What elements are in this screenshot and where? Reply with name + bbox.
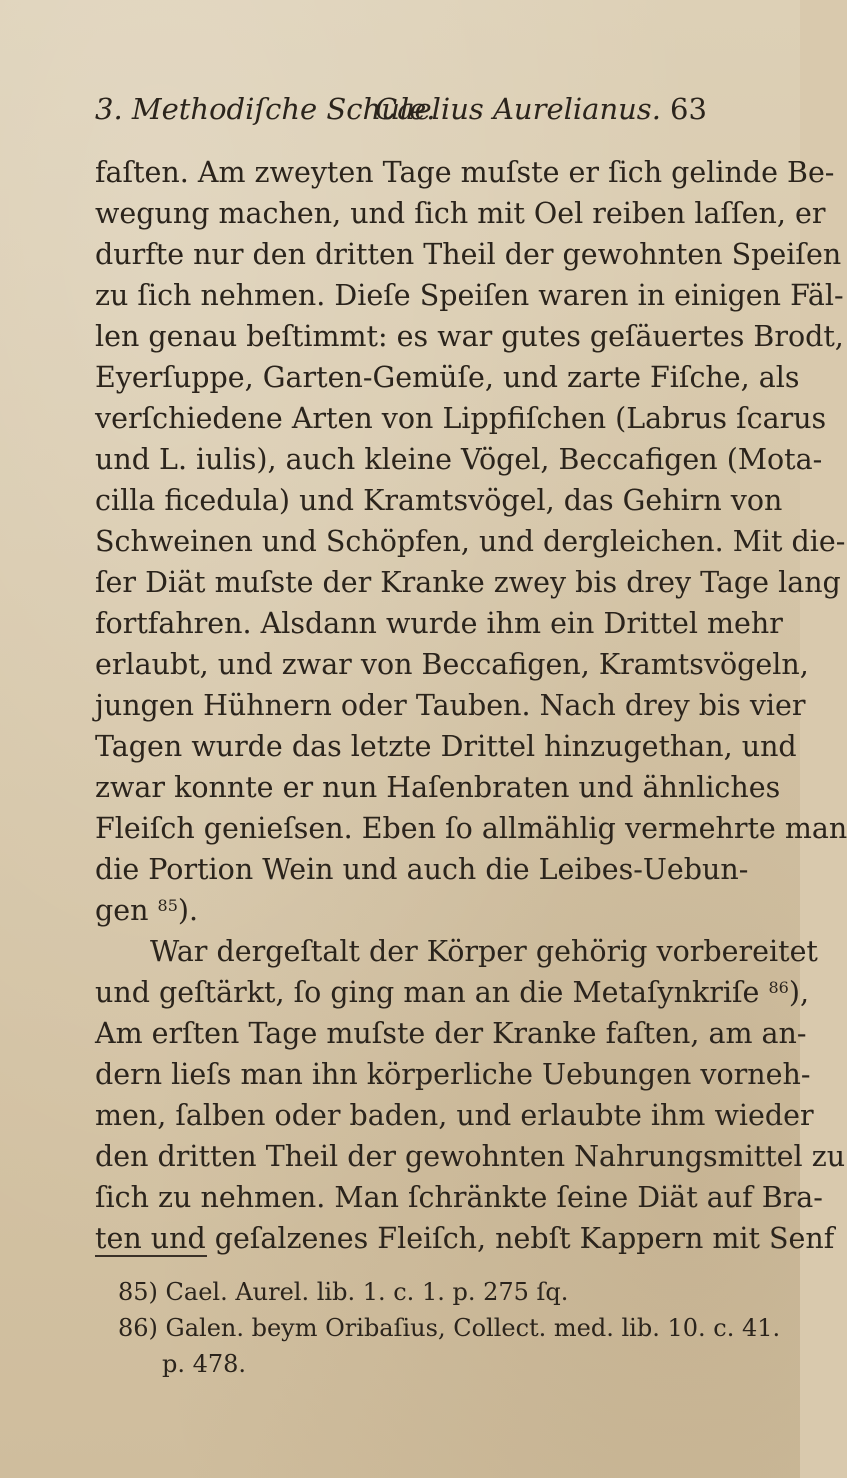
text-line: Eyerſuppe, Garten-Gemüſe, und zarte Fiſche, als (95, 361, 800, 394)
text-line: War dergeſtalt der Körper gehörig vorbereitet (150, 935, 818, 968)
footnote-ref-85: 85 (157, 896, 178, 915)
text-line: Am erſten Tage muſste der Kranke faſten, am an- (95, 1017, 807, 1050)
text-line: die Portion Wein und auch die Leibes-Uebun- (95, 853, 749, 886)
text-fragment: gen (95, 894, 149, 927)
text-line: men, ſalben oder baden, und erlaubte ihm wieder (95, 1099, 814, 1132)
running-header (95, 92, 710, 136)
text-line: Tagen wurde das letzte Drittel hinzugethan, und (95, 730, 797, 763)
text-line: den dritten Theil der gewohnten Nahrungsmittel zu (95, 1140, 846, 1173)
text-line: faſten. Am zweyten Tage muſste er ſich gelinde Be- (95, 156, 835, 189)
text-line (95, 972, 810, 1013)
page-number: 63 (670, 92, 707, 126)
text-fragment: ), (788, 976, 810, 1009)
footnote-85: 85) Cael. Aurel. lib. 1. c. 1. p. 275 ſq. (118, 1278, 569, 1306)
text-line: cilla ficedula) und Kramtsvögel, das Gehirn von (95, 484, 783, 517)
text-line: fortfahren. Alsdann wurde ihm ein Drittel mehr (95, 607, 783, 640)
text-line: dern lieſs man ihn körperliche Uebungen vorneh- (95, 1058, 811, 1091)
text-line (95, 890, 725, 931)
text-line: jungen Hühnern oder Tauben. Nach drey bis vier (95, 689, 806, 722)
header-author: Caelius Aurelianus. (375, 92, 661, 126)
footnote-86-continued: p. 478. (162, 1350, 247, 1378)
header-section-title: 3. Methodiſche Schule. (95, 92, 436, 126)
footnote-86: 86) Galen. beym Oribaſius, Collect. med. lib. 10. c. 41. (118, 1314, 781, 1342)
text-line: ſich zu nehmen. Man ſchränkte ſeine Diät auf Bra- (95, 1181, 823, 1214)
text-line: wegung machen, und ſich mit Oel reiben laſſen, er (95, 197, 826, 230)
text-line: len genau beſtimmt: es war gutes geſäuertes Brodt, (95, 320, 844, 353)
footnotes (118, 1274, 781, 1382)
main-text (95, 152, 847, 1259)
text-line: durfte nur den dritten Theil der gewohnten Speiſen (95, 238, 842, 271)
text-fragment: und geſtärkt, ſo ging man an die Metaſynkriſe (95, 976, 760, 1009)
footnote-divider (95, 1255, 207, 1257)
text-line: Fleiſch genieſsen. Eben ſo allmählig vermehrte man (95, 812, 847, 845)
text-line: und L. iulis), auch kleine Vögel, Beccafigen (Mota- (95, 443, 823, 476)
text-line: verſchiedene Arten von Lippfiſchen (Labrus ſcarus (95, 402, 827, 435)
text-line: Schweinen und Schöpfen, und dergleichen. Mit die- (95, 525, 846, 558)
text-line: zwar konnte er nun Haſenbraten und ähnliches (95, 771, 781, 804)
text-line: erlaubt, und zwar von Beccafigen, Kramtsvögeln, (95, 648, 809, 681)
text-line: ten und geſalzenes Fleiſch, nebſt Kappern mit Senf (95, 1222, 835, 1255)
text-line: zu ſich nehmen. Dieſe Speiſen waren in einigen Fäl- (95, 279, 844, 312)
text-line: ſer Diät muſste der Kranke zwey bis drey Tage lang (95, 566, 841, 599)
text-fragment: ). (177, 894, 199, 927)
footnote-ref-86: 86 (768, 978, 789, 997)
